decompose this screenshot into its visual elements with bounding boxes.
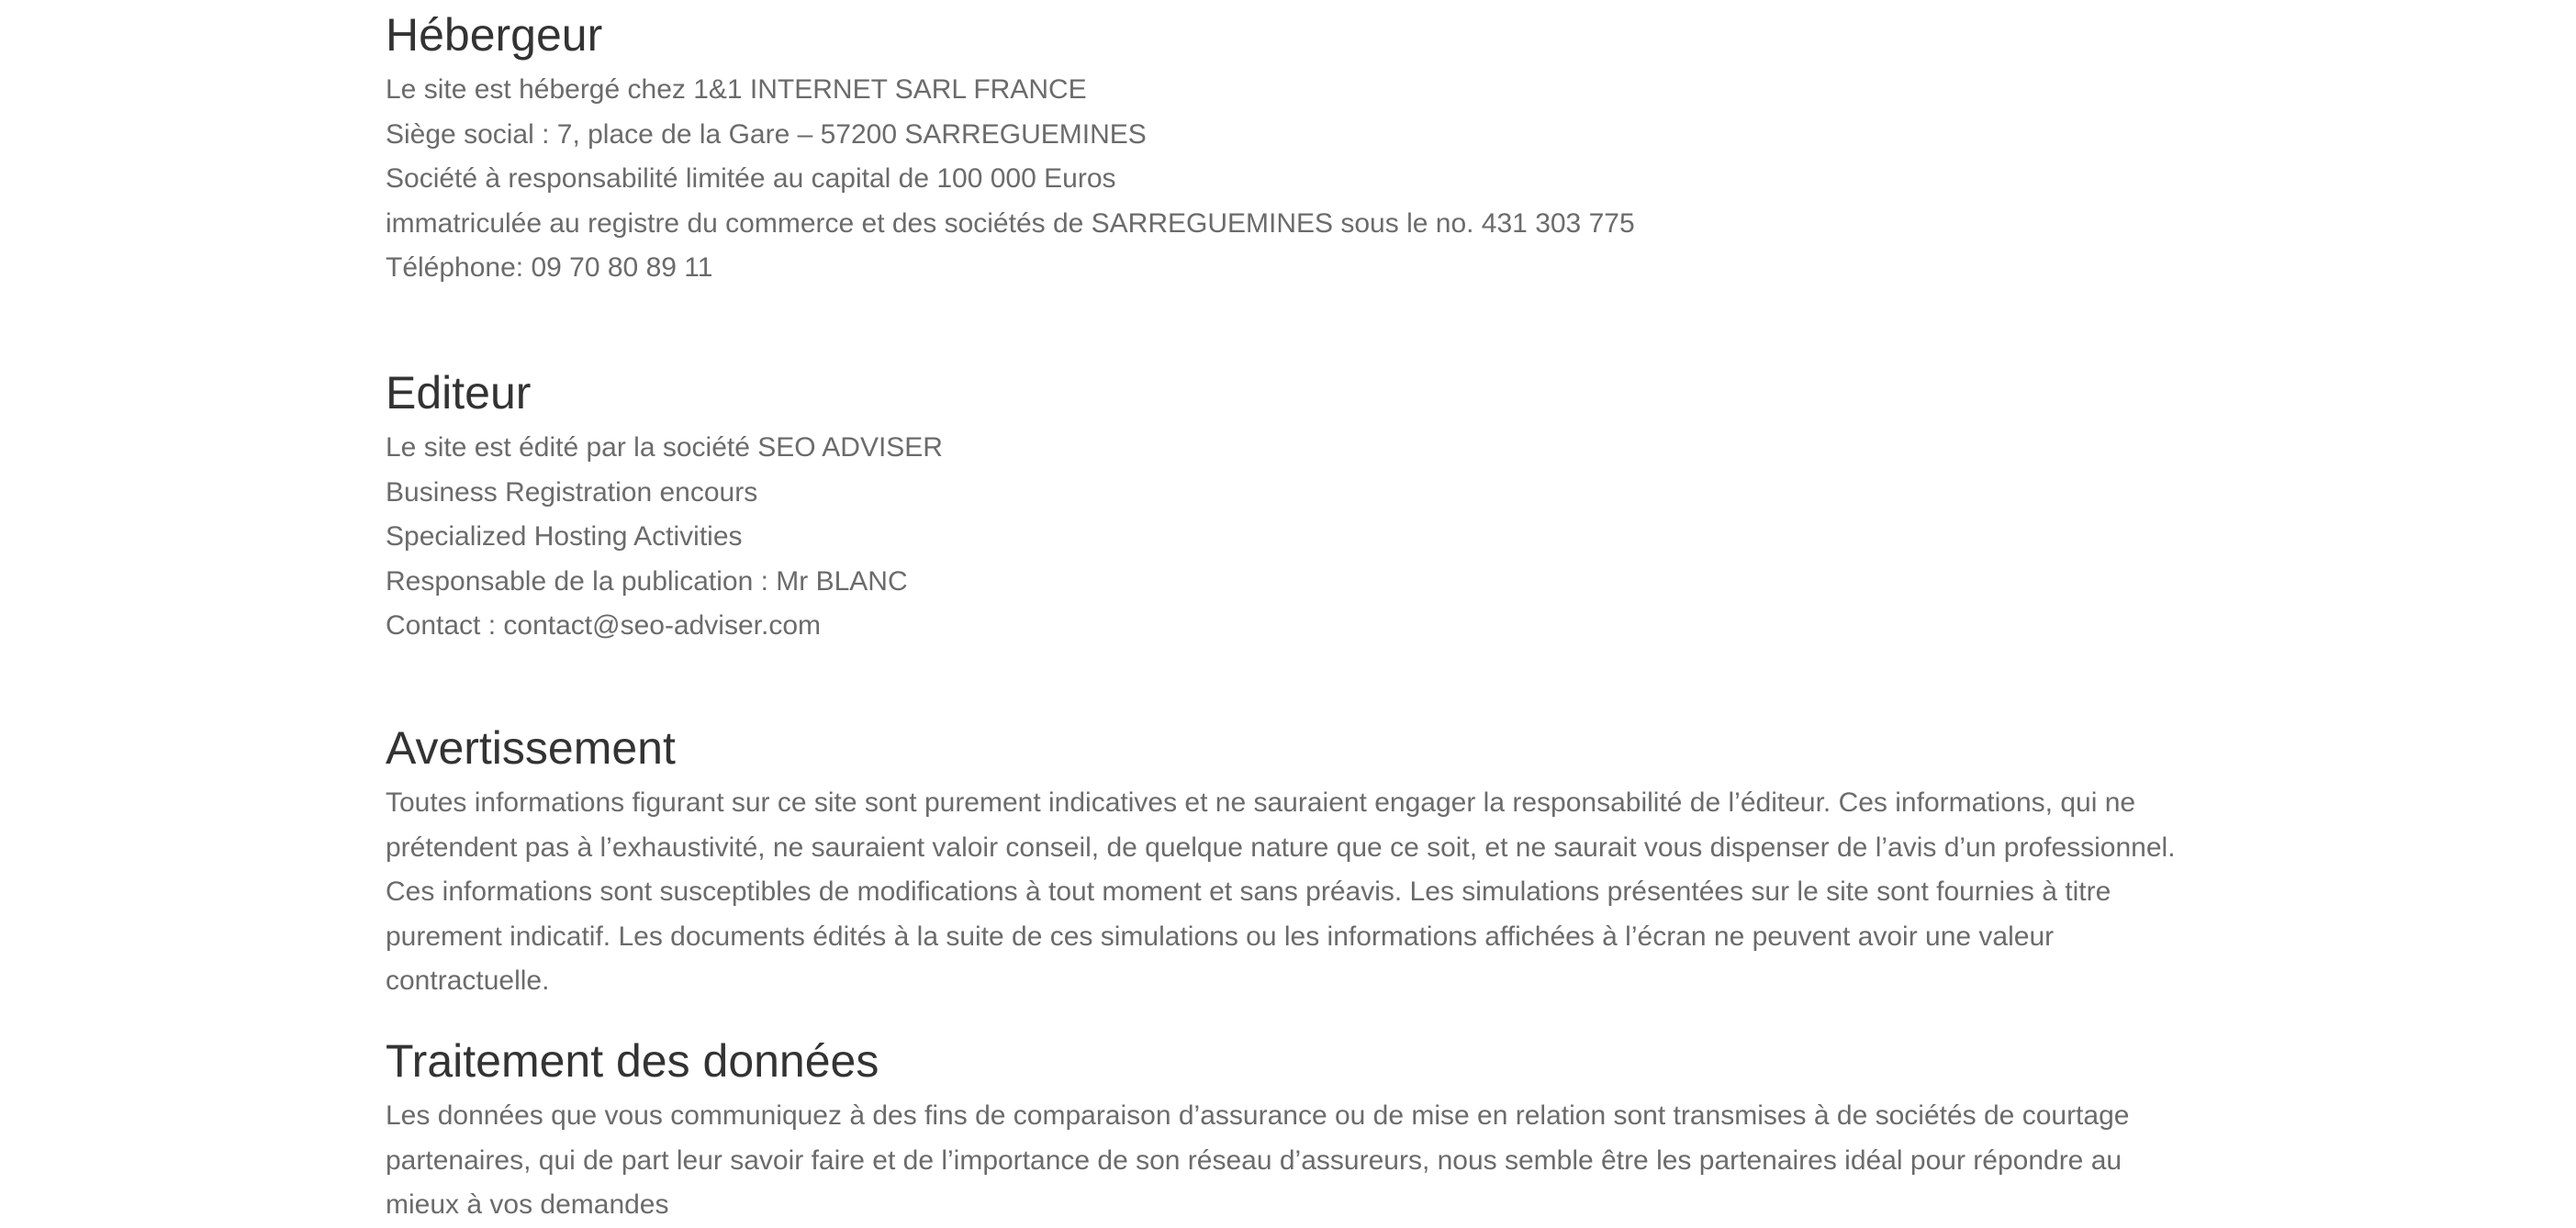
- editeur-line: Contact : contact@seo-adviser.com: [386, 610, 821, 641]
- hebergeur-details: [386, 68, 1635, 291]
- editeur-line: Business Registration encours: [386, 476, 758, 508]
- editeur-line: Specialized Hosting Activities: [386, 521, 743, 552]
- section-title-hebergeur: Hébergeur: [386, 9, 603, 61]
- avertissement-text: Toutes informations figurant sur ce site sont purement indicatives et ne sauraient engager la responsabilité de l’éditeur. Ces informations, qui ne prétendent pas à l’exhaustivité, ne sauraient valoir conseil, de quelque nature que ce soit, et ne saurait vous dispenser de l’avis d’un professionnel. Ces informations sont susceptibles de modifications à tout moment et sans préavis. Les simulations présentées sur le site sont fournies à titre purement indicatif. Les documents édités à la suite de ces simulations ou les informations affichées à l’écran ne peuvent avoir une valeur contractuelle.: [386, 787, 2176, 996]
- hebergeur-line: Société à responsabilité limitée au capital de 100 000 Euros: [386, 163, 1116, 194]
- section-avertissement: [386, 720, 2185, 1004]
- hebergeur-line: Le site est hébergé chez 1&1 INTERNET SARL FRANCE: [386, 74, 1087, 105]
- traitement-text: Les données que vous communiquez à des fins de comparaison d’assurance ou de mise en relation sont transmises à de sociétés de courtage partenaires, qui de part leur savoir faire et de l’importance de son réseau d’assureurs, nous semble être les partenaires idéal pour répondre au mieux à vos demandes: [386, 1100, 2130, 1220]
- section-title-editeur: Editeur: [386, 367, 532, 419]
- hebergeur-line: Téléphone: 09 70 80 89 11: [386, 252, 713, 283]
- hebergeur-line: Siège social : 7, place de la Gare – 57200 SARREGUEMINES: [386, 118, 1147, 150]
- editeur-line: Responsable de la publication : Mr BLANC: [386, 565, 908, 597]
- section-title-traitement: Traitement des données: [386, 1035, 879, 1087]
- hebergeur-line: immatriculée au registre du commerce et des sociétés de SARREGUEMINES sous le no. 431 303 775: [386, 207, 1635, 239]
- editeur-details: [386, 426, 943, 649]
- editeur-line: Le site est édité par la société SEO ADVISER: [386, 432, 943, 463]
- section-traitement-donnees: [386, 1033, 2185, 1228]
- section-hebergeur: [386, 7, 1635, 291]
- section-editeur: [386, 365, 943, 649]
- section-title-avertissement: Avertissement: [386, 722, 676, 774]
